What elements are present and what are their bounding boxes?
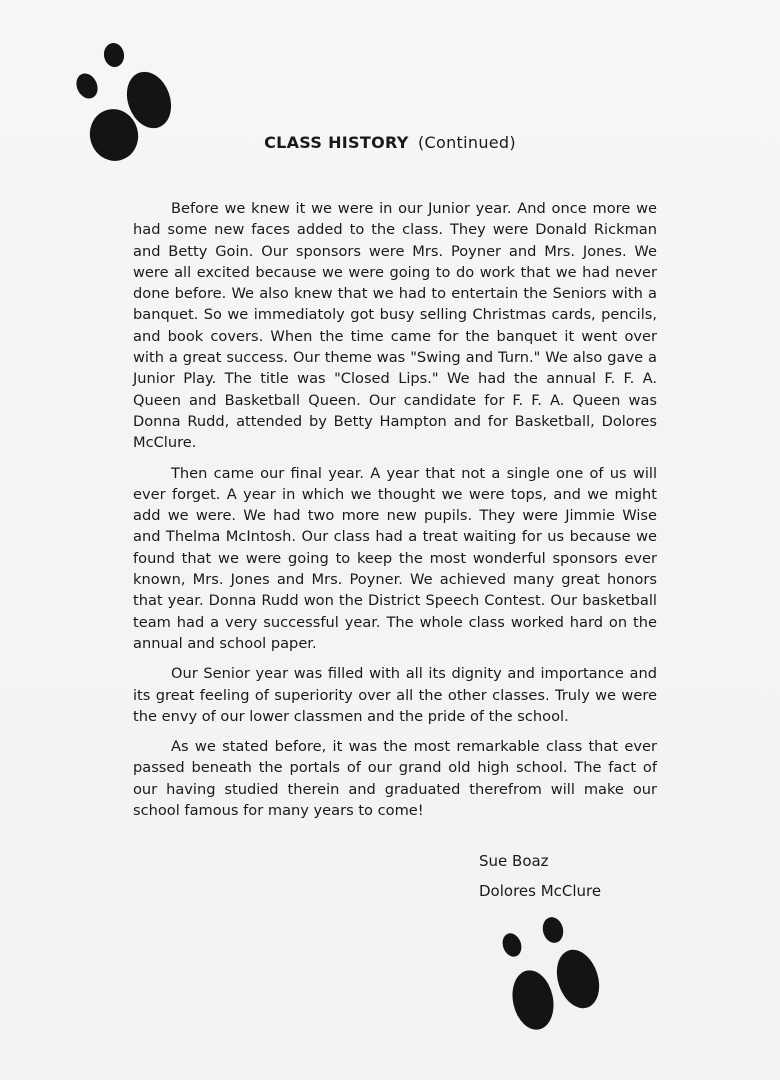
paragraph: Our Senior year was filled with all its dignity and importance and its great feeling of superiority over all the other classes. Truly we were the envy of our lower classmen and the pride of the school. (133, 665, 657, 725)
title-text: CLASS HISTORY (264, 133, 409, 152)
signature-name: Sue Boaz (479, 852, 549, 870)
class-history-body (133, 198, 657, 830)
page-title (0, 133, 780, 152)
paragraph: Then came our final year. A year that not a single one of us will ever forget. A year in which we thought we were tops, and we might add we were. We had two more new pupils. They were Jimmie Wise and Thelma McIntosh. Our class had a treat waiting for us because we found that we were going to keep the most wonderful sponsors ever known, Mrs. Jones and Mrs. Poyner. We achieved many great honors that year. Donna Rudd won the District Speech Contest. Our basketball team had a very successful year. The whole class worked hard on the annual and school paper. (133, 464, 657, 652)
paragraph: As we stated before, it was the most remarkable class that ever passed beneath the portals of our grand old high school. The fact of our having studied therein and graduated therefrom will make our school famous for many years to come! (133, 738, 657, 820)
signature-name: Dolores McClure (479, 882, 602, 900)
paragraph: Before we knew it we were in our Junior year. And once more we had some new faces added to the class. They were Donald Rickman and Betty Goin. Our sponsors were Mrs. Poyner and Mrs. Jones. We were all excited because we were going to do work that we had never done before. We also knew that we had to entertain the Seniors with a banquet. So we immediatoly got busy selling Christmas cards, pencils, and book covers. When the time came for the banquet it went over with a great success. Our theme was "Swing and Turn." We also gave a Junior Play. The title was "Closed Lips." We had the annual F. F. A. Queen and Basketball Queen. Our candidate for F. F. A. Queen was Donna Rudd, attended by Betty Hampton and for Basketball, Dolores McClure. (133, 200, 657, 452)
signatures (479, 846, 601, 906)
title-subtitle: (Continued) (418, 133, 516, 152)
footprints-icon (495, 912, 605, 1037)
